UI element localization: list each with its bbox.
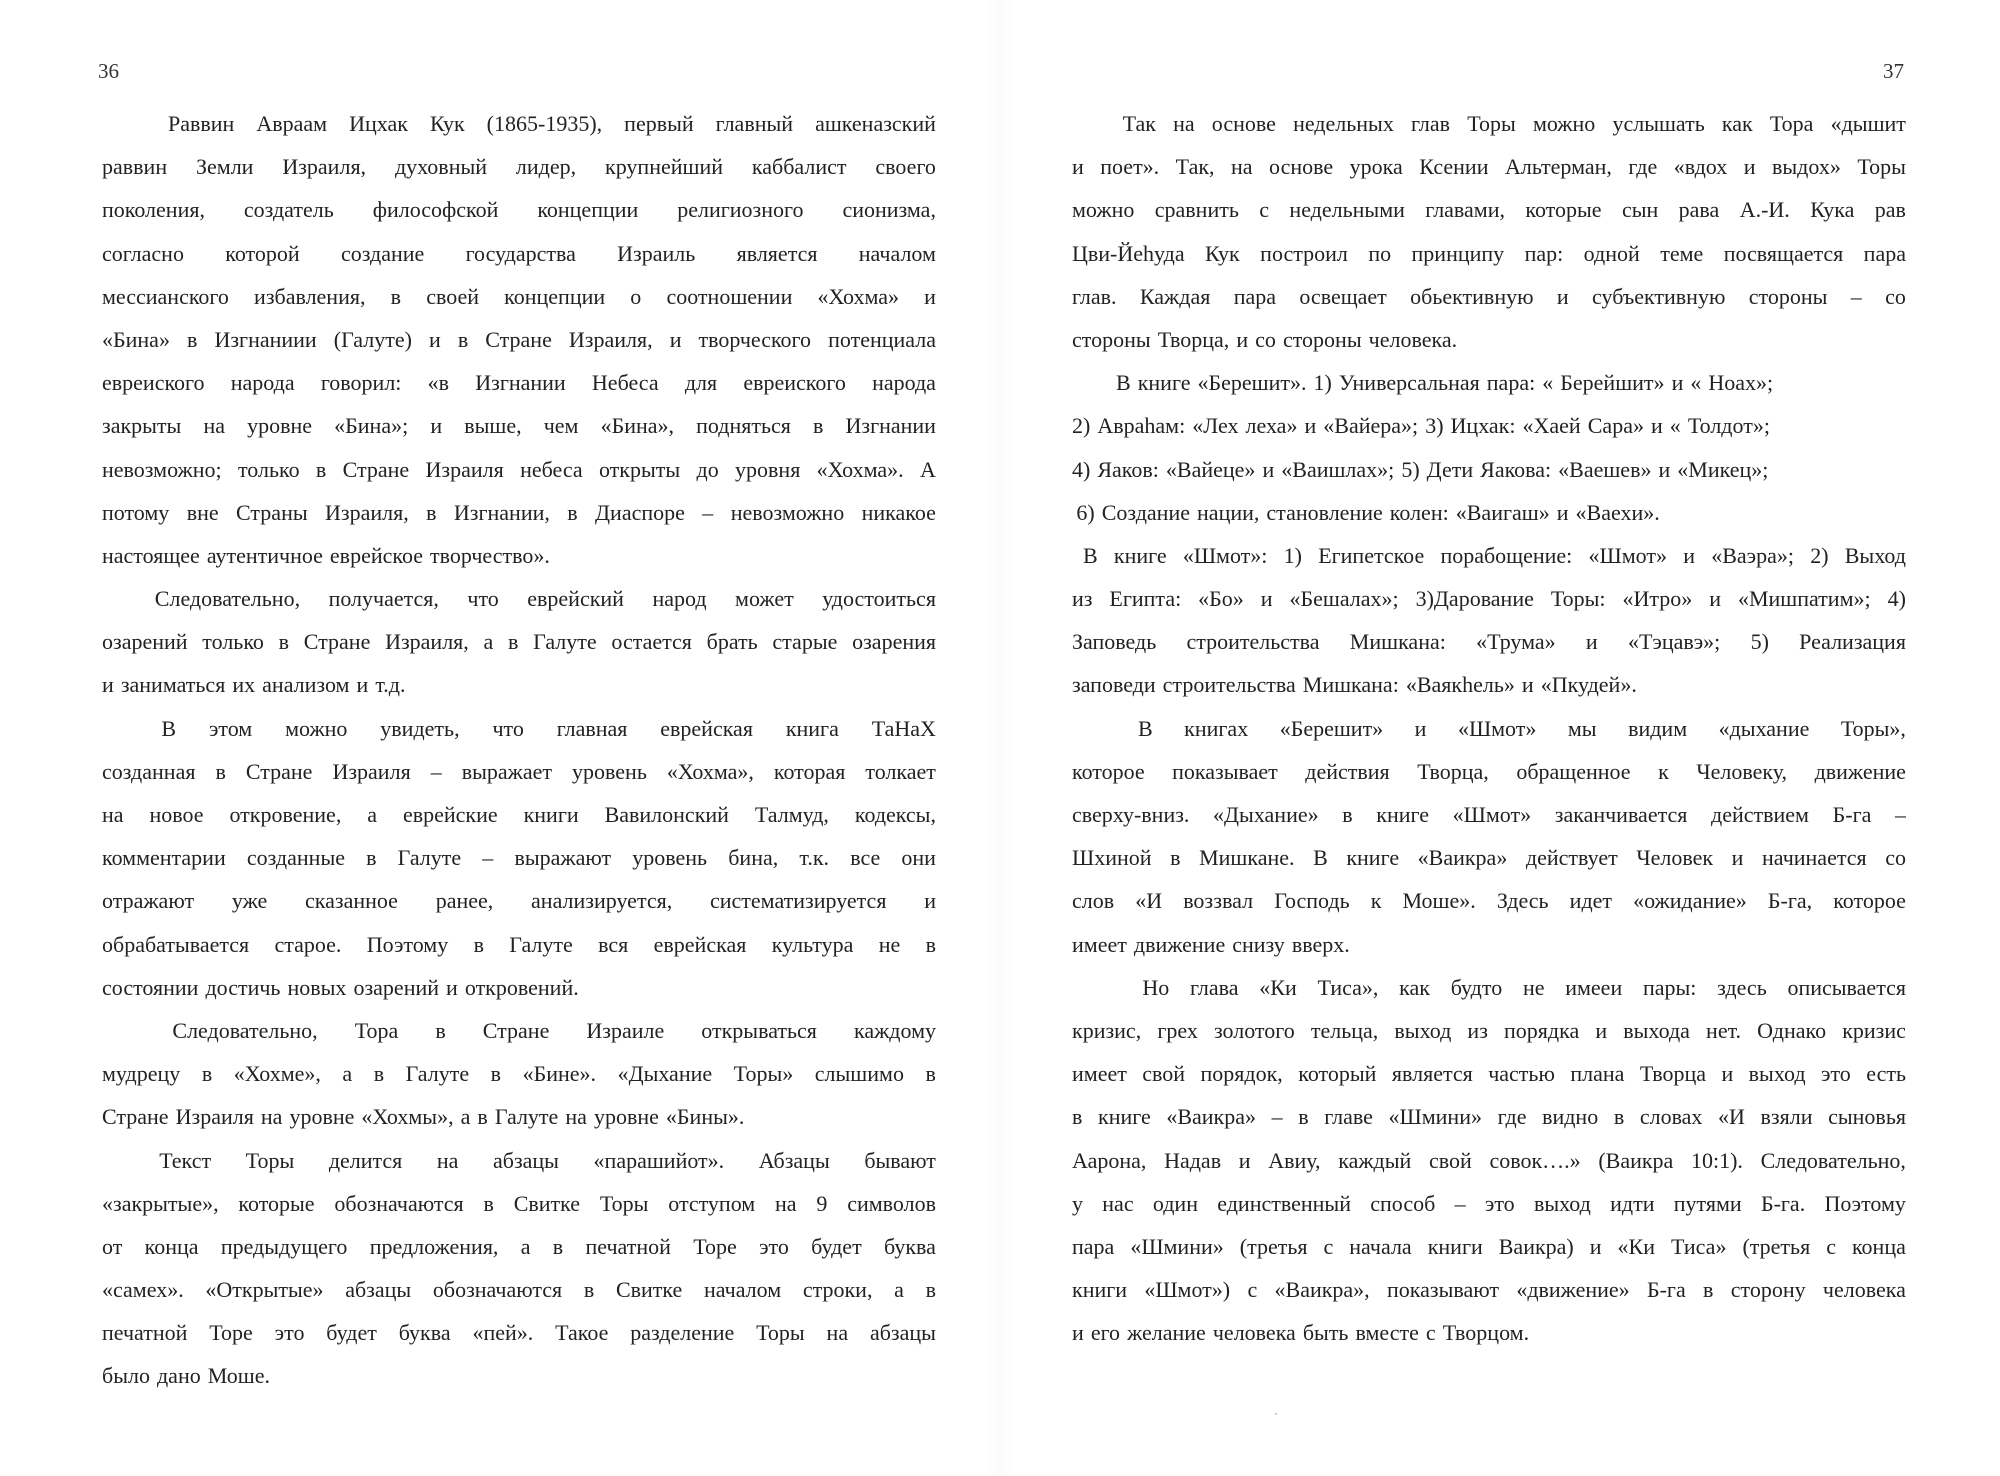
text-line: стороны Творца, и со стороны человека. <box>1072 326 1458 352</box>
text-line: 4) Яаков: «Вайеце» и «Ваишлах»; 5) Дети Яакова: «Ваешев» и «Микец»; <box>1072 456 1769 482</box>
right-page <box>1000 0 2000 1476</box>
page-number: 36 <box>98 59 119 83</box>
body-text <box>102 102 936 1398</box>
scan-speck <box>1275 1413 1277 1415</box>
text-line: Но глава «Ки Тиса», как будто не имееи пары: здесь описывается <box>1142 974 1906 1000</box>
text-line: сверху-вниз. «Дыхание» в книге «Шмот» заканчивается действием Б-га – <box>1072 802 1906 827</box>
text-line: «самех». «Открытые» абзацы обозначаются в Свитке началом строки, а в <box>102 1277 936 1303</box>
text-line: можно сравнить с недельными главами, которые сын рава А.-И. Кука рав <box>1072 197 1906 223</box>
text-line: обрабатывается старое. Поэтому в Галуте вся еврейская культура не в <box>102 931 936 957</box>
text-line: 6) Создание нации, становление колен: «Ваигаш» и «Ваехи». <box>1076 499 1660 525</box>
text-line: комментарии созданные в Галуте – выражают уровень бина, т.к. все они <box>102 845 936 871</box>
text-line: Цви-Йеhуда Кук построил по принципу пар: одной теме посвящается пара <box>1072 240 1906 266</box>
text-line: В книге «Шмот»: 1) Египетское порабощение: «Шмот» и «Ваэра»; 2) Выход <box>1083 542 1906 568</box>
text-line: раввин Земли Израиля, духовный лидер, крупнейший каббалист своего <box>102 154 936 180</box>
text-line: евреиского народа говорил: «в Изгнании Небеса для евреиского народа <box>102 370 936 396</box>
text-line: поколения, создатель философской концепции религиозного сионизма, <box>102 197 936 223</box>
text-line: и его желание человека быть вместе с Творцом. <box>1072 1320 1530 1346</box>
text-line: закрыты на уровне «Бина»; и выше, чем «Бина», подняться в Изгнании <box>102 413 936 439</box>
text-line: В книгах «Берешит» и «Шмот» мы видим «дыхание Торы», <box>1138 715 1906 741</box>
text-line: из Египта: «Бо» и «Бешалах»; 3)Дарование Торы: «Итро» и «Мишпатим»; 4) <box>1072 586 1906 612</box>
text-line: состоянии достичь новых озарений и откровений. <box>102 974 579 1000</box>
text-line: имеет свой порядок, который является частью плана Творца и выход это есть <box>1072 1061 1906 1087</box>
text-line: мудрецу в «Хохме», а в Галуте в «Бине». «Дыхание Торы» слышимо в <box>102 1061 936 1087</box>
text-line: «Бина» в Изгнаниии (Галуте) и в Стране Израиля, и творческого потенциала <box>102 326 936 352</box>
text-line: Стране Израиля на уровне «Хохмы», а в Галуте на уровне «Бины». <box>102 1104 745 1130</box>
text-line: настоящее аутентичное еврейское творчество». <box>102 542 550 568</box>
text-line: В книге «Берешит». 1) Универсальная пара: « Берейшит» и « Ноах»; <box>1116 370 1774 396</box>
body-text <box>1072 102 1906 1354</box>
text-line: которое показывает действия Творца, обращенное к Человеку, движение <box>1072 758 1906 784</box>
text-line: от конца предыдущего предложения, а в печатной Торе это будет буква <box>102 1233 936 1259</box>
text-line: Следовательно, получается, что еврейский народ может удостоиться <box>154 586 936 612</box>
text-line: имеет движение снизу вверх. <box>1072 931 1350 957</box>
text-line: глав. Каждая пара освещает обьективную и субъективную стороны – со <box>1072 283 1906 309</box>
text-line: «закрытые», которые обозначаются в Свитке Торы отступом на 9 символов <box>102 1190 936 1216</box>
text-line: созданная в Стране Израиля – выражает уровень «Хохма», которая толкает <box>102 758 936 784</box>
text-line: и заниматься их анализом и т.д. <box>102 672 406 698</box>
text-line: кризис, грех золотого тельца, выход из порядка и выхода нет. Однако кризис <box>1072 1017 1906 1043</box>
text-line: В этом можно увидеть, что главная еврейская книга ТаНаХ <box>161 715 936 741</box>
text-line: Заповедь строительства Мишкана: «Трума» и «Тэцавэ»; 5) Реализация <box>1072 629 1906 655</box>
text-line: потому вне Страны Израиля, в Изгнании, в Диаспоре – невозможно никакое <box>102 499 936 525</box>
text-line: согласно которой создание государства Израиль является началом <box>102 240 936 266</box>
text-line: у нас один единственный способ – это выход идти путями Б-га. Поэтому <box>1072 1190 1906 1216</box>
text-line: и поет». Так, на основе урока Ксении Альтерман, где «вдох и выдох» Торы <box>1072 154 1906 180</box>
page-number: 37 <box>1883 59 1904 83</box>
text-line: невозможно; только в Стране Израиля небеса открыты до уровня «Хохма». А <box>102 456 936 482</box>
text-line: отражают уже сказанное ранее, анализируется, систематизируется и <box>102 888 936 914</box>
text-line: было дано Моше. <box>102 1363 270 1389</box>
text-line: печатной Торе это будет буква «пей». Такое разделение Торы на абзацы <box>102 1320 936 1346</box>
text-line: Шхиной в Мишкане. В книге «Ваикра» действует Человек и начинается со <box>1072 845 1906 871</box>
text-line: 2) Авраhам: «Лех леха» и «Вайера»; 3) Ицхак: «Хаей Сара» и « Толдот»; <box>1072 413 1770 439</box>
text-line: слов «И воззвал Господь к Моше». Здесь идет «ожидание» Б-га, которое <box>1072 888 1906 914</box>
text-line: мессианского избавления, в своей концепции о соотношении «Хохма» и <box>102 283 936 309</box>
text-line: озарений только в Стране Израиля, а в Галуте остается брать старые озарения <box>102 629 936 655</box>
text-line: пара «Шмини» (третья с начала книги Ваикра) и «Ки Тиса» (третья с конца <box>1072 1233 1906 1259</box>
text-line: Так на основе недельных глав Торы можно услышать как Тора «дышит <box>1122 111 1906 136</box>
text-line: на новое откровение, а еврейские книги Вавилонский Талмуд, кодексы, <box>102 802 936 827</box>
text-line: заповеди строительства Мишкана: «Ваякhель» и «Пкудей». <box>1072 672 1637 698</box>
text-line: Аарона, Надав и Авиу, каждый свой совок….» (Ваикра 10:1). Следовательно, <box>1072 1147 1906 1173</box>
text-line: книги «Шмот») с «Ваикра», показывают «движение» Б-га в сторону человека <box>1072 1277 1906 1303</box>
text-line: Раввин Авраам Ицхак Кук (1865-1935), первый главный ашкеназский <box>168 111 936 136</box>
text-line: Текст Торы делится на абзацы «парашийот». Абзацы бывают <box>159 1147 936 1173</box>
text-line: Следовательно, Тора в Стране Израиле открываться каждому <box>172 1017 936 1043</box>
text-line: в книге «Ваикра» – в главе «Шмини» где видно в словах «И взяли сыновья <box>1072 1104 1906 1130</box>
